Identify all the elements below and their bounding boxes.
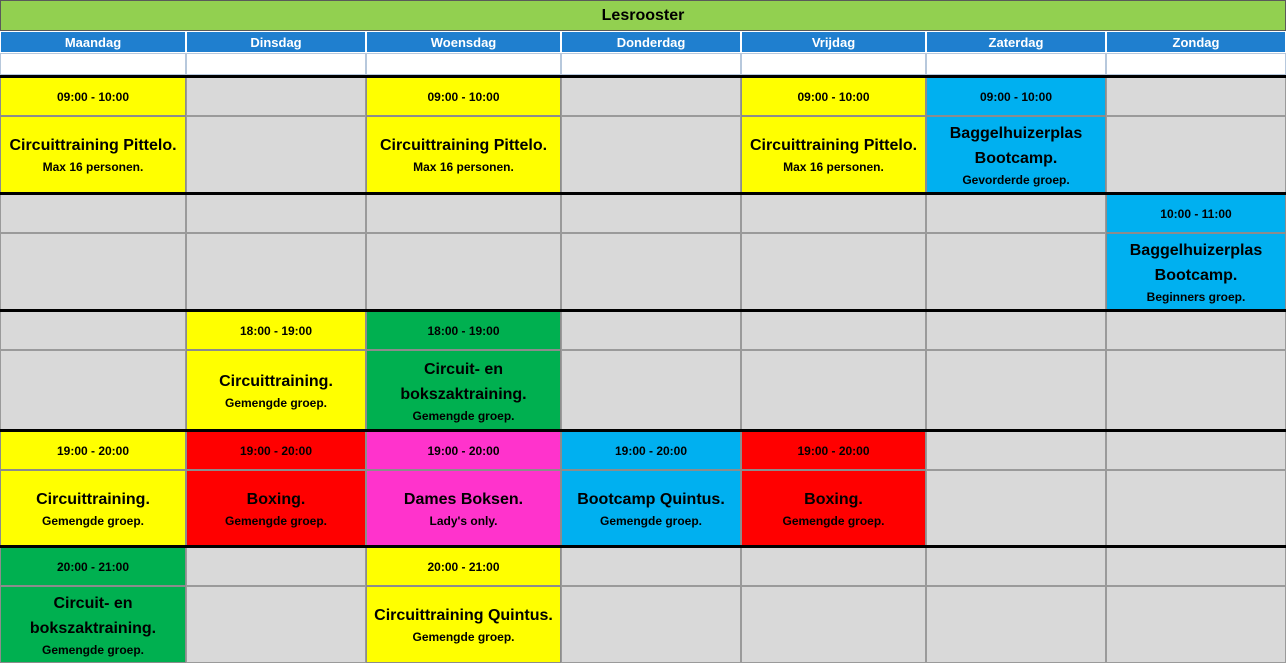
- day-header-maandag: Maandag: [0, 31, 186, 53]
- empty-class-cell: [926, 586, 1106, 663]
- row-separator: [0, 429, 1286, 432]
- class-name: Circuit- en bokszaktraining.: [400, 360, 527, 403]
- empty-class-cell: [186, 586, 366, 663]
- class-name: Dames Boksen.: [403, 491, 524, 508]
- class-note: Max 16 personen.: [42, 160, 144, 174]
- empty-time-cell: [741, 194, 926, 233]
- empty-class-cell: [0, 233, 186, 310]
- blank-cell: [926, 53, 1106, 75]
- blank-cell: [186, 53, 366, 75]
- time-cell: 19:00 - 20:00: [366, 431, 561, 470]
- empty-class-cell: [1106, 350, 1286, 431]
- row-separator: [0, 545, 1286, 548]
- class-name: Circuittraining Quintus.: [374, 607, 553, 624]
- class-cell: [741, 116, 926, 193]
- class-cell: [366, 586, 561, 663]
- class-cell: [366, 116, 561, 193]
- time-cell: 18:00 - 19:00: [186, 311, 366, 350]
- empty-class-cell: [1106, 586, 1286, 663]
- class-cell: [0, 116, 186, 193]
- blank-cell: [561, 53, 741, 75]
- row-separator: [0, 309, 1286, 312]
- empty-time-cell: [366, 194, 561, 233]
- class-name: Circuittraining.: [36, 491, 150, 508]
- empty-time-cell: [926, 311, 1106, 350]
- empty-class-cell: [561, 350, 741, 431]
- empty-class-cell: [926, 350, 1106, 431]
- empty-time-cell: [561, 547, 741, 586]
- day-header-zaterdag: Zaterdag: [926, 31, 1106, 53]
- class-cell: [741, 470, 926, 547]
- class-note: Gemengde groep.: [412, 630, 515, 644]
- time-cell: 09:00 - 10:00: [741, 77, 926, 116]
- empty-time-cell: [1106, 311, 1286, 350]
- class-cell: [0, 586, 186, 663]
- class-note: Max 16 personen.: [783, 160, 884, 174]
- class-cell: [1106, 233, 1286, 310]
- empty-class-cell: [741, 233, 926, 310]
- time-cell: 20:00 - 21:00: [0, 547, 186, 586]
- empty-class-cell: [561, 116, 741, 193]
- class-note: Lady's only.: [429, 514, 498, 528]
- empty-class-cell: [1106, 116, 1286, 193]
- time-cell: 19:00 - 20:00: [186, 431, 366, 470]
- empty-class-cell: [561, 233, 741, 310]
- empty-class-cell: [926, 470, 1106, 547]
- blank-cell: [1106, 53, 1286, 75]
- class-cell: [186, 350, 366, 431]
- class-name: Baggelhuizerplas Bootcamp.: [949, 124, 1083, 167]
- blank-cell: [741, 53, 926, 75]
- class-note: Gemengde groep.: [412, 408, 515, 423]
- empty-time-cell: [186, 77, 366, 116]
- row-separator: [0, 75, 1286, 78]
- empty-class-cell: [186, 116, 366, 193]
- empty-time-cell: [186, 547, 366, 586]
- day-header-dinsdag: Dinsdag: [186, 31, 366, 53]
- empty-class-cell: [0, 350, 186, 431]
- empty-time-cell: [0, 311, 186, 350]
- class-name: Circuit- en bokszaktraining.: [29, 594, 157, 637]
- time-cell: 19:00 - 20:00: [741, 431, 926, 470]
- class-name: Circuittraining Pittelo.: [379, 137, 548, 154]
- class-name: Boxing.: [246, 491, 306, 508]
- day-header-zondag: Zondag: [1106, 31, 1286, 53]
- day-header-woensdag: Woensdag: [366, 31, 561, 53]
- class-cell: [186, 470, 366, 547]
- class-cell: [561, 470, 741, 547]
- empty-time-cell: [561, 311, 741, 350]
- empty-class-cell: [561, 586, 741, 663]
- time-cell: 18:00 - 19:00: [366, 311, 561, 350]
- row-separator: [0, 192, 1286, 195]
- empty-time-cell: [741, 311, 926, 350]
- empty-time-cell: [926, 547, 1106, 586]
- class-note: Gemengde groep.: [41, 514, 145, 528]
- class-note: Max 16 personen.: [413, 160, 514, 174]
- empty-time-cell: [1106, 77, 1286, 116]
- empty-class-cell: [186, 233, 366, 310]
- class-note: Gemengde groep.: [224, 396, 328, 410]
- time-cell: 19:00 - 20:00: [0, 431, 186, 470]
- empty-time-cell: [186, 194, 366, 233]
- time-cell: 09:00 - 10:00: [926, 77, 1106, 116]
- day-header-vrijdag: Vrijdag: [741, 31, 926, 53]
- empty-class-cell: [741, 586, 926, 663]
- empty-class-cell: [1106, 470, 1286, 547]
- class-name: Baggelhuizerplas Bootcamp.: [1129, 241, 1263, 284]
- class-note: Beginners groep.: [1146, 289, 1246, 304]
- class-cell: [366, 470, 561, 547]
- time-cell: 09:00 - 10:00: [0, 77, 186, 116]
- class-name: Bootcamp Quintus.: [577, 491, 725, 508]
- blank-cell: [366, 53, 561, 75]
- empty-time-cell: [1106, 431, 1286, 470]
- empty-time-cell: [561, 77, 741, 116]
- class-name: Circuittraining.: [219, 373, 333, 390]
- empty-time-cell: [926, 194, 1106, 233]
- sheet-title: Lesrooster: [0, 0, 1286, 31]
- empty-time-cell: [1106, 547, 1286, 586]
- empty-class-cell: [741, 350, 926, 431]
- class-cell: [0, 470, 186, 547]
- empty-class-cell: [366, 233, 561, 310]
- empty-time-cell: [926, 431, 1106, 470]
- empty-time-cell: [741, 547, 926, 586]
- time-cell: 09:00 - 10:00: [366, 77, 561, 116]
- empty-time-cell: [0, 194, 186, 233]
- class-cell: [926, 116, 1106, 193]
- class-note: Gemengde groep.: [782, 514, 885, 528]
- class-note: Gemengde groep.: [599, 514, 703, 528]
- time-cell: 19:00 - 20:00: [561, 431, 741, 470]
- class-name: Boxing.: [804, 491, 863, 508]
- class-note: Gevorderde groep.: [962, 172, 1070, 187]
- class-note: Gemengde groep.: [224, 514, 328, 528]
- class-name: Circuittraining Pittelo.: [749, 137, 918, 154]
- empty-class-cell: [926, 233, 1106, 310]
- class-cell: [366, 350, 561, 431]
- empty-time-cell: [561, 194, 741, 233]
- time-cell: 20:00 - 21:00: [366, 547, 561, 586]
- class-note: Gemengde groep.: [41, 642, 145, 657]
- class-name: Circuittraining Pittelo.: [9, 137, 177, 154]
- day-header-donderdag: Donderdag: [561, 31, 741, 53]
- blank-cell: [0, 53, 186, 75]
- time-cell: 10:00 - 11:00: [1106, 194, 1286, 233]
